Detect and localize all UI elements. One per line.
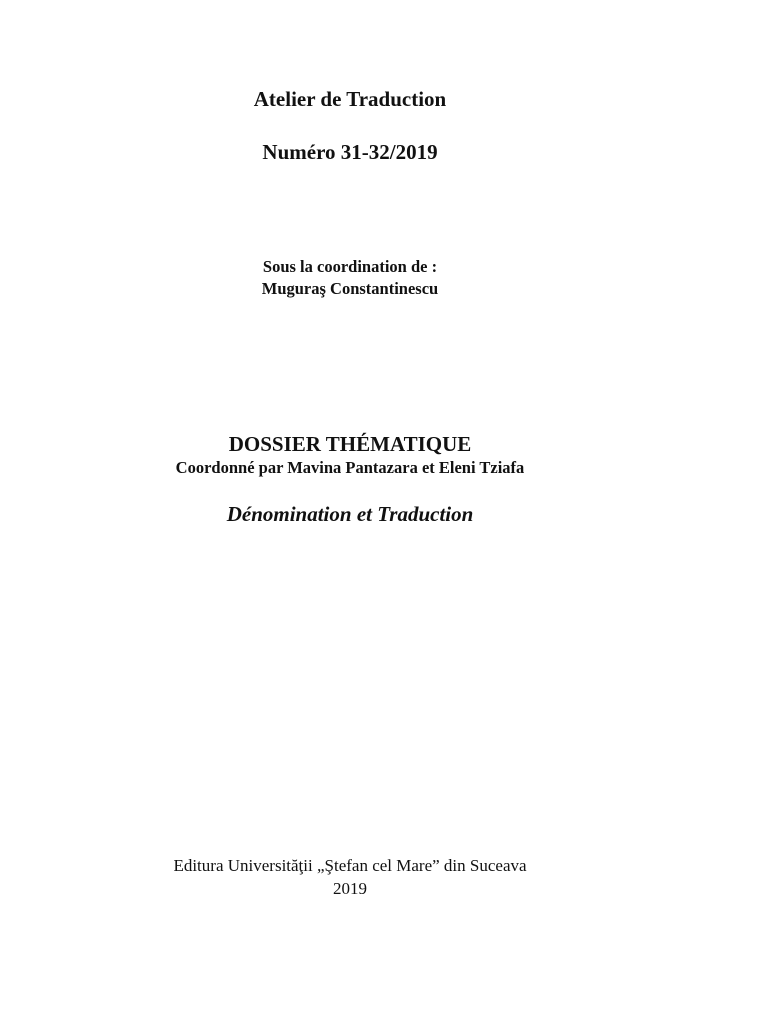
dossier-subtitle: Dénomination et Traduction xyxy=(226,502,474,526)
issue-number: Numéro 31-32/2019 xyxy=(262,140,438,164)
dossier-coordinators: Coordonné par Mavina Pantazara et Eleni Tziafa xyxy=(175,458,525,477)
journal-title: Atelier de Traduction xyxy=(253,87,447,111)
publication-year: 2019 xyxy=(333,879,367,898)
publisher: Editura Universităţii „Ştefan cel Mare” din Suceava xyxy=(173,856,527,875)
coordinator-name: Muguraş Constantinescu xyxy=(261,279,439,298)
dossier-title: DOSSIER THÉMATIQUE xyxy=(228,432,472,456)
coordination-label: Sous la coordination de : xyxy=(262,257,438,276)
